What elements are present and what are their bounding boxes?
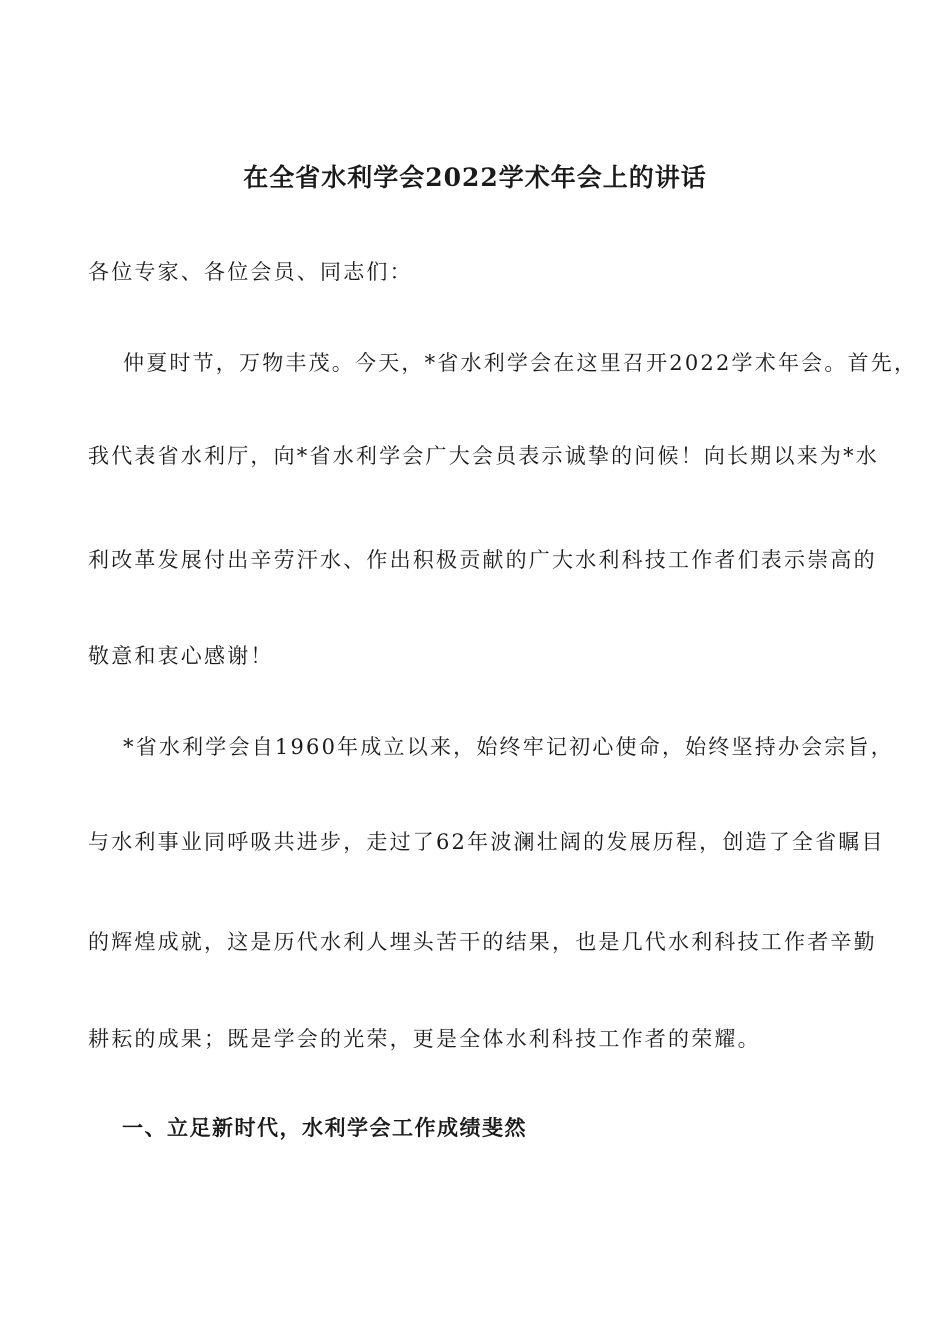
paragraph-line: *省水利学会自1960年成立以来，始终牢记初心使命，始终坚持办会宗旨， <box>123 735 894 759</box>
paragraph-line: 与水利事业同呼吸共进步，走过了62年波澜壮阔的发展历程，创造了全省瞩目 <box>88 830 885 854</box>
paragraph-line: 仲夏时节，万物丰茂。今天，*省水利学会在这里召开2022学术年会。首先， <box>123 351 918 375</box>
salutation: 各位专家、各位会员、同志们： <box>88 260 413 284</box>
paragraph-line: 耕耘的成果；既是学会的光荣，更是全体水利科技工作者的荣耀。 <box>88 1027 761 1051</box>
paragraph-line: 的辉煌成就，这是历代水利人埋头苦干的结果，也是几代水利科技工作者辛勤 <box>88 930 877 954</box>
section-heading: 一、立足新时代，水利学会工作成绩斐然 <box>122 1115 527 1140</box>
document-title: 在全省水利学会2022学术年会上的讲话 <box>243 163 707 192</box>
paragraph-line: 我代表省水利厅，向*省水利学会广大会员表示诚挚的问候！向长期以来为*水 <box>88 444 879 468</box>
paragraph-line: 敬意和衷心感谢！ <box>88 644 274 668</box>
paragraph-line: 利改革发展付出辛劳汗水、作出积极贡献的广大水利科技工作者们表示崇高的 <box>88 548 877 572</box>
